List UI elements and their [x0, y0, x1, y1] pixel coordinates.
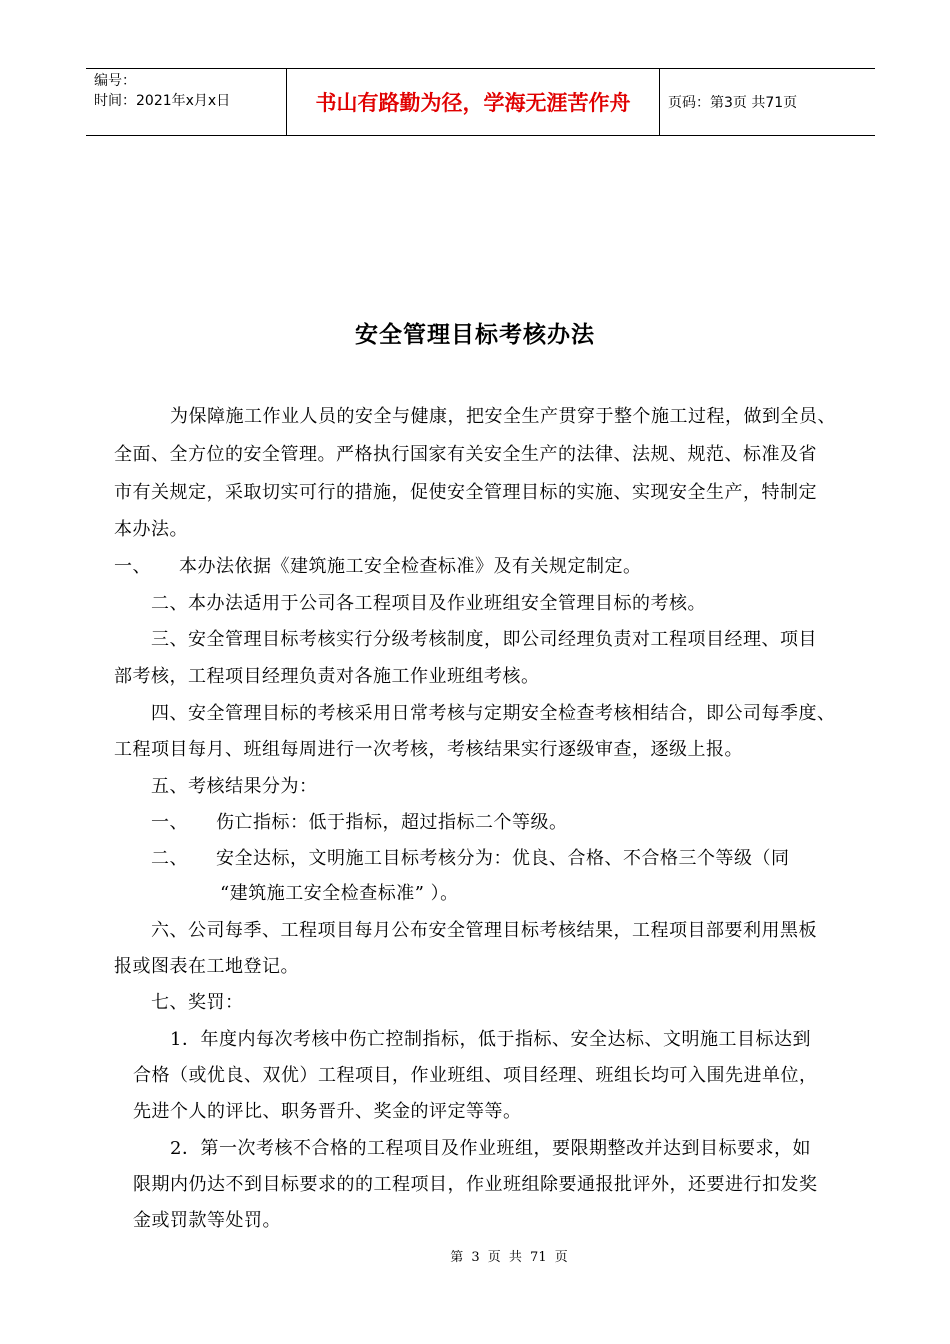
body-line: 工程项目每月、班组每周进行一次考核，考核结果实行逐级审查，逐级上报。 [114, 739, 743, 760]
header-motto [287, 69, 660, 135]
header-motto-text: 书山有路勤为径，学海无涯苦作舟 [315, 91, 631, 115]
body-line: 六、公司每季、工程项目每月公布安全管理目标考核结果，工程项目部要利用黑板 [151, 920, 817, 941]
body-line: 五、考核结果分为： [151, 776, 318, 797]
document-title: 安全管理目标考核办法 [355, 322, 595, 348]
body-line: 限期内仍达不到目标要求的的工程项目，作业班组除要通报批评外，还要进行扣发奖 [133, 1174, 818, 1195]
header-page-info-text: 页码：第3页 共71页 [668, 95, 798, 111]
body-line: 四、安全管理目标的考核采用日常考核与定期安全检查考核相结合，即公司每季度、 [151, 703, 836, 724]
body-line: 报或图表在工地登记。 [114, 956, 299, 977]
body-line: “建筑施工安全检查标准” ）。 [220, 883, 459, 904]
body-line: 一、 伤亡指标：低于指标，超过指标二个等级。 [151, 812, 568, 833]
body-line: 市有关规定，采取切实可行的措施，促使安全管理目标的实施、实现安全生产，特制定 [114, 482, 817, 503]
body-line: 全面、全方位的安全管理。严格执行国家有关安全生产的法律、法规、规范、标准及省 [114, 444, 817, 465]
body-line: 一、 本办法依据《建筑施工安全检查标准》及有关规定制定。 [114, 556, 642, 577]
page-footer: 第 3 页 共 71 页 [450, 1250, 568, 1265]
header-time: 时间：2021年x月x日 [94, 93, 231, 109]
body-line: 二、 安全达标，文明施工目标考核分为：优良、合格、不合格三个等级（同 [151, 848, 790, 869]
body-line: 部考核，工程项目经理负责对各施工作业班组考核。 [114, 666, 540, 687]
header-meta [86, 69, 287, 135]
body-line: 三、安全管理目标考核实行分级考核制度，即公司经理负责对工程项目经理、项目 [151, 629, 817, 650]
body-line: 本办法。 [114, 519, 188, 540]
header-page-info [660, 69, 875, 135]
header-number: 编号： [94, 73, 136, 89]
body-line: 2．第一次考核不合格的工程项目及作业班组，要限期整改并达到目标要求，如 [170, 1138, 811, 1159]
body-line: 为保障施工作业人员的安全与健康，把安全生产贯穿于整个施工过程，做到全员、 [170, 406, 836, 427]
body-line: 二、本办法适用于公司各工程项目及作业班组安全管理目标的考核。 [151, 593, 706, 614]
page-header [86, 68, 875, 136]
body-line: 合格（或优良、双优）工程项目，作业班组、项目经理、班组长均可入围先进单位， [133, 1065, 818, 1086]
body-line: 先进个人的评比、职务晋升、奖金的评定等等。 [133, 1101, 522, 1122]
body-line: 七、奖罚： [151, 992, 244, 1013]
body-line: 1．年度内每次考核中伤亡控制指标，低于指标、安全达标、文明施工目标达到 [170, 1029, 811, 1050]
body-line: 金或罚款等处罚。 [133, 1210, 281, 1231]
